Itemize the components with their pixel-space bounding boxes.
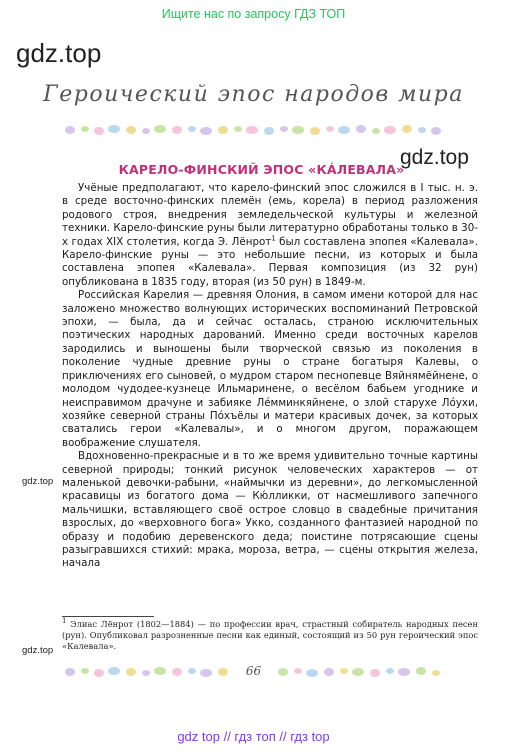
- main-text: [62, 182, 478, 571]
- chapter-title: КАРЕЛО-ФИНСКИЙ ЭПОС «КÁЛЕВАЛА»: [118, 162, 405, 177]
- page-number: 66: [245, 664, 262, 678]
- paragraph-text: Учёные предполагают, что карело-финский эпос сложился в I тыс. н. э. в среде восточно-финских племён (емь, корела) в период разложения родового строя, внедрения земледельческой культуры и железной техники. Карело-финские руны были литературно обработаны только в 30-х годах XIX столетия, когда Э. Лёнрот: [62, 182, 478, 248]
- watermark-gdz-top: gdz.top: [400, 146, 469, 169]
- bottom-banner[interactable]: gdz top // гдз топ // гдз top: [177, 729, 330, 744]
- watermark-gdz-top: gdz.top: [22, 476, 54, 487]
- watermark-gdz-top: gdz.top: [22, 645, 54, 656]
- watermark-gdz-top: gdz.top: [16, 38, 102, 68]
- footnote-mark: 1: [62, 617, 67, 626]
- top-banner[interactable]: Ищите нас по запросу ГДЗ ТОП: [161, 7, 346, 21]
- section-title: Героический эпос народов мира: [43, 82, 464, 107]
- paragraph: Вдохновенно-прекрасные и в то же время удивительно точные картины северной природы; тонкий рисунок человеческих характеров — от маленькой девочки-рабыни, «наймычки из деревни», до легкомысленной красавицы из богатого дома — Кю́лликки, от насмешливого запечного мальчишки, вставляющего своё острое словцо в свадебные причитания взрослых, до «верховного бога» Укко, созданного фантазией народной по образу и подобию деревенского деда; поистине потрясающие сцены разыгравшихся стихий: мрака, мороза, ветра, — сцены открытия железа, начала: [62, 450, 478, 570]
- footnote: [62, 619, 478, 652]
- footnote-divider: [62, 616, 154, 617]
- footnote-text: Элиас Лёнрот (1802—1884) — по профессии врач, страстный собиратель народных песен (рун). Опубликовал разрозненные песни как единый, состоящий из 50 рун героический эпос «Калевала».: [62, 619, 478, 651]
- paragraph: Российская Карелия — древняя Олония, в самом имени которой для нас заложено множество волнующих исторических воспоминаний Петровской эпохи, — была, да и сейчас осталась, страною исключительных поэтических народных дарований. Именно среди восточных карелов зародились и выношены были творческой связью из поколения в поколение чудные древние руны о стране богатыря Калевы, о приключениях его сыновей, о мудром старом песнопевце Вяйнямёйнене, о молодом чудодее-кузнеце Ильмаринене, о весёлом бабьем угоднике и неисправимом драчуне и забияке Лéмминкяйнене, о злой старухе Лóухи, хозяйке северной страны Пóхъёлы и матери красивых дочек, за которых сватались герои «Калевалы», и о многом другом, поражающем воображение слушателя.: [62, 289, 478, 449]
- paragraph: [62, 182, 478, 289]
- footnote-ref[interactable]: 1: [271, 234, 276, 243]
- paragraph-text: был составлена эпопея «Калевала». Карело-финские руны — это небольшие песни, из которых и была составлена эпопея «Калевала». Первая композиция (из 32 рун) опубликована в 1835 году, вторая (из 50 рун) в 1849-м.: [62, 235, 478, 288]
- decorative-dots-divider: [0, 120, 507, 140]
